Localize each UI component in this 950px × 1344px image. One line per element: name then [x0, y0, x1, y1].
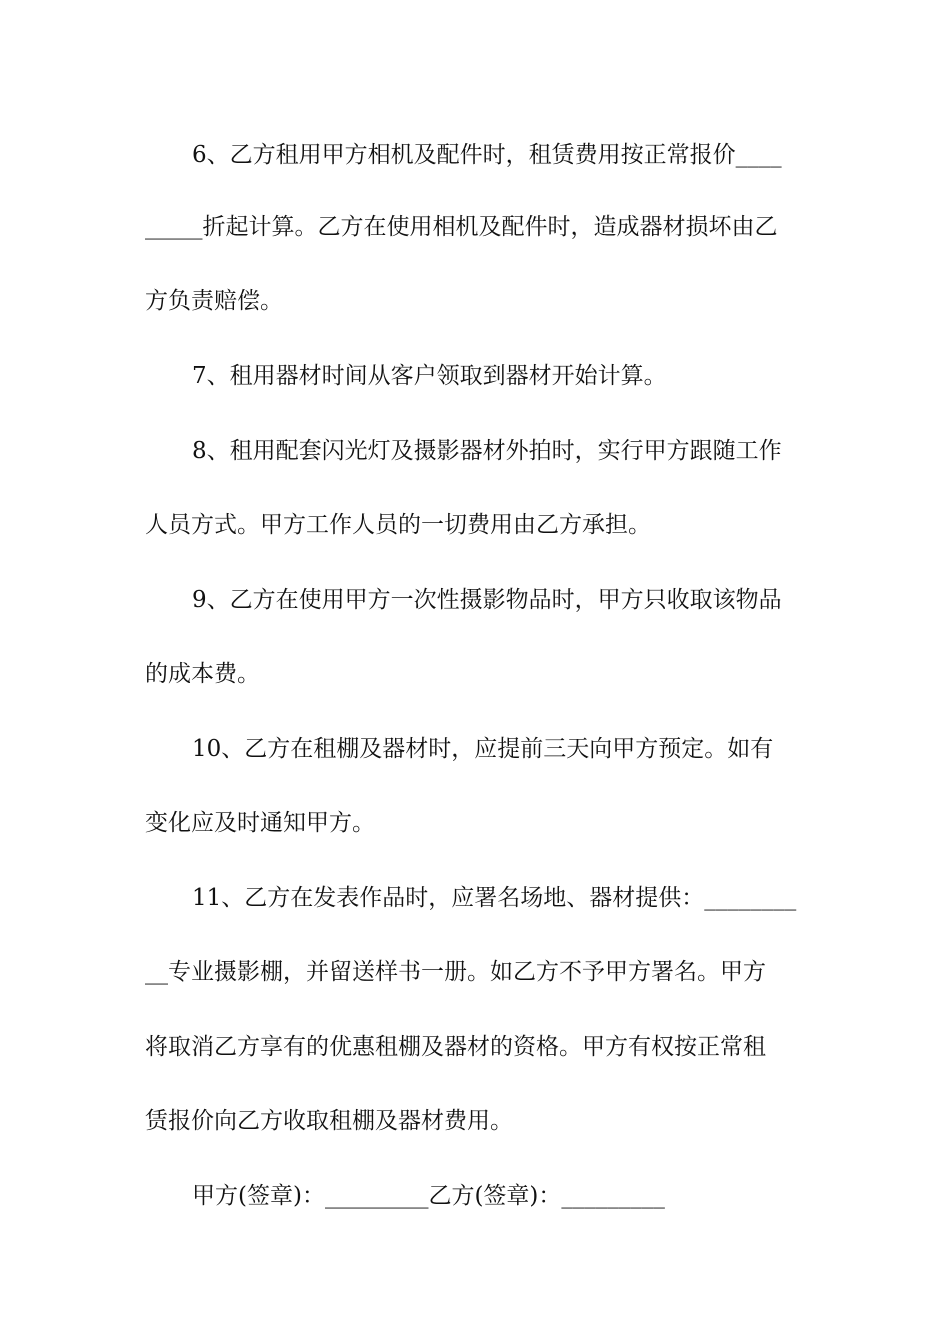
clause-8-line-1: 8、租用配套闪光灯及摄影器材外拍时，实行甲方跟随工作 — [192, 438, 782, 464]
clause-11-line-4: 赁报价向乙方收取租棚及器材费用。 — [145, 1108, 513, 1134]
clause-11-line-2: __专业摄影棚，并留送样书一册。如乙方不予甲方署名。甲方 — [145, 959, 766, 985]
clause-11-line-3: 将取消乙方享有的优惠租棚及器材的资格。甲方有权按正常租 — [145, 1034, 766, 1060]
clause-8-line-2: 人员方式。甲方工作人员的一切费用由乙方承担。 — [145, 512, 651, 538]
clause-9-line-2: 的成本费。 — [145, 661, 260, 687]
clause-6-line-1: 6、乙方租用甲方相机及配件时，租赁费用按正常报价____ — [192, 142, 782, 168]
clause-11-line-1: 11、乙方在发表作品时，应署名场地、器材提供：________ — [192, 885, 797, 911]
signature-line: 甲方(签章)：_________乙方(签章)：_________ — [192, 1183, 665, 1209]
clause-6-line-3: 方负责赔偿。 — [145, 288, 283, 314]
clause-10-line-1: 10、乙方在租棚及器材时，应提前三天向甲方预定。如有 — [192, 736, 774, 762]
clause-9-line-1: 9、乙方在使用甲方一次性摄影物品时，甲方只收取该物品 — [192, 587, 782, 613]
clause-10-line-2: 变化应及时通知甲方。 — [145, 810, 375, 836]
clause-7-line-1: 7、租用器材时间从客户领取到器材开始计算。 — [192, 363, 667, 389]
clause-6-line-2: _____折起计算。乙方在使用相机及配件时，造成器材损坏由乙 — [145, 214, 778, 240]
